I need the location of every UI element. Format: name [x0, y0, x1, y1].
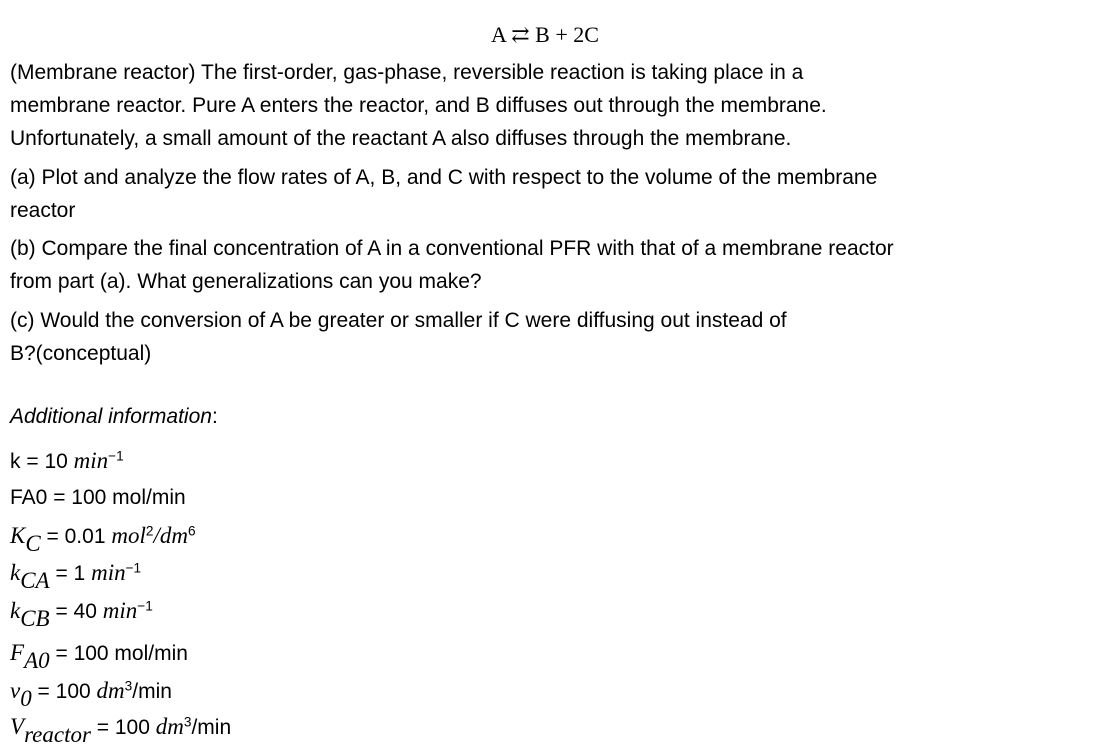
vreactor-value: 100	[114, 716, 150, 739]
part-c-line: (c) Would the conversion of A be greater or smaller if C were diffusing out instead of	[10, 309, 787, 332]
part-b-line: from part (a). What generalizations can you make?	[10, 270, 482, 293]
vreactor-exponent: 3	[183, 714, 192, 730]
vreactor-symbol: V	[10, 714, 25, 739]
v0-symbol: v	[10, 678, 21, 703]
kc-unit: mol	[111, 523, 146, 548]
part-b-line: (b) Compare the final concentration of A in a conventional PFR with that of a membrane reactor	[10, 237, 894, 260]
kca-symbol: k	[10, 560, 21, 585]
kca-unit: min	[91, 560, 126, 585]
kc-symbol: K	[10, 523, 26, 548]
rate-constant-k	[10, 448, 124, 474]
part-a	[10, 161, 1100, 227]
transport-coefficient-kca	[10, 560, 142, 594]
v0-subscript: 0	[20, 686, 32, 712]
fa0-value: 100 mol/min	[71, 486, 186, 509]
fa0-subscript: A0	[24, 648, 50, 674]
kc-value: 0.01	[64, 525, 106, 548]
fa0-math-eq: =	[49, 642, 74, 665]
intro-line: Unfortunately, a small amount of the reactant A also diffuses through the membrane.	[10, 127, 792, 150]
k-exponent: −1	[108, 448, 124, 464]
equation-rhs: B + 2C	[535, 22, 599, 47]
kcb-symbol: k	[10, 598, 21, 623]
vreactor-unit: dm	[155, 714, 184, 739]
kca-eq: =	[49, 562, 74, 585]
v0-exponent: 3	[124, 678, 133, 694]
v0-eq: =	[31, 680, 56, 703]
vreactor-eq: =	[90, 716, 115, 739]
vreactor-tail: /min	[191, 716, 232, 739]
kcb-value: 40	[73, 600, 97, 623]
kcb-subscript: CB	[20, 606, 50, 632]
problem-intro	[10, 56, 1100, 155]
equilibrium-constant-kc	[10, 523, 196, 557]
reversible-arrow-icon: ⇄	[511, 22, 530, 47]
heading-text: Additional information	[10, 405, 212, 428]
kc-exp1: 2	[145, 523, 154, 539]
part-c	[10, 304, 1100, 370]
kc-subscript: C	[25, 531, 41, 557]
k-eq: =	[20, 450, 45, 473]
vreactor-subscript: reactor	[24, 722, 91, 748]
kca-value: 1	[73, 562, 86, 585]
v0-tail: /min	[132, 680, 172, 703]
part-a-line: (a) Plot and analyze the flow rates of A, B, and C with respect to the volume of the membrane	[10, 166, 878, 189]
kca-subscript: CA	[20, 568, 50, 594]
volumetric-flow-v0	[10, 678, 172, 712]
feed-rate-fa0	[10, 486, 186, 510]
kc-eq: =	[40, 525, 65, 548]
kcb-eq: =	[49, 600, 74, 623]
kc-unit2: dm	[159, 523, 188, 548]
v0-unit: dm	[96, 678, 125, 703]
equation-lhs: A	[491, 22, 506, 47]
kca-exponent: −1	[125, 560, 142, 576]
kcb-unit: min	[102, 598, 138, 623]
intro-line: (Membrane reactor) The first-order, gas-phase, reversible reaction is taking place in a	[10, 61, 804, 84]
kcb-exponent: −1	[137, 598, 153, 614]
kc-exp2: 6	[187, 523, 196, 539]
reaction-equation	[0, 22, 1090, 48]
part-a-line: reactor	[10, 199, 76, 222]
fa0-label: FA0	[10, 486, 48, 509]
kc-slash: /	[153, 523, 160, 548]
part-b	[10, 232, 1100, 298]
k-value: 10	[44, 450, 68, 473]
part-c-line: B?(conceptual)	[10, 342, 152, 365]
transport-coefficient-kcb	[10, 598, 153, 632]
k-unit: min	[73, 448, 109, 473]
v0-value: 100	[55, 680, 91, 703]
fa0-math-value: 100 mol/min	[73, 642, 188, 665]
k-label: k	[10, 450, 21, 473]
intro-line: membrane reactor. Pure A enters the reactor, and B diffuses out through the membrane.	[10, 94, 827, 117]
additional-info-heading	[10, 405, 218, 429]
reactor-volume	[10, 714, 232, 748]
fa0-eq: =	[47, 486, 72, 509]
fa0-symbol: F	[10, 640, 25, 665]
heading-colon: :	[211, 405, 218, 428]
molar-flow-fa0	[10, 640, 188, 674]
